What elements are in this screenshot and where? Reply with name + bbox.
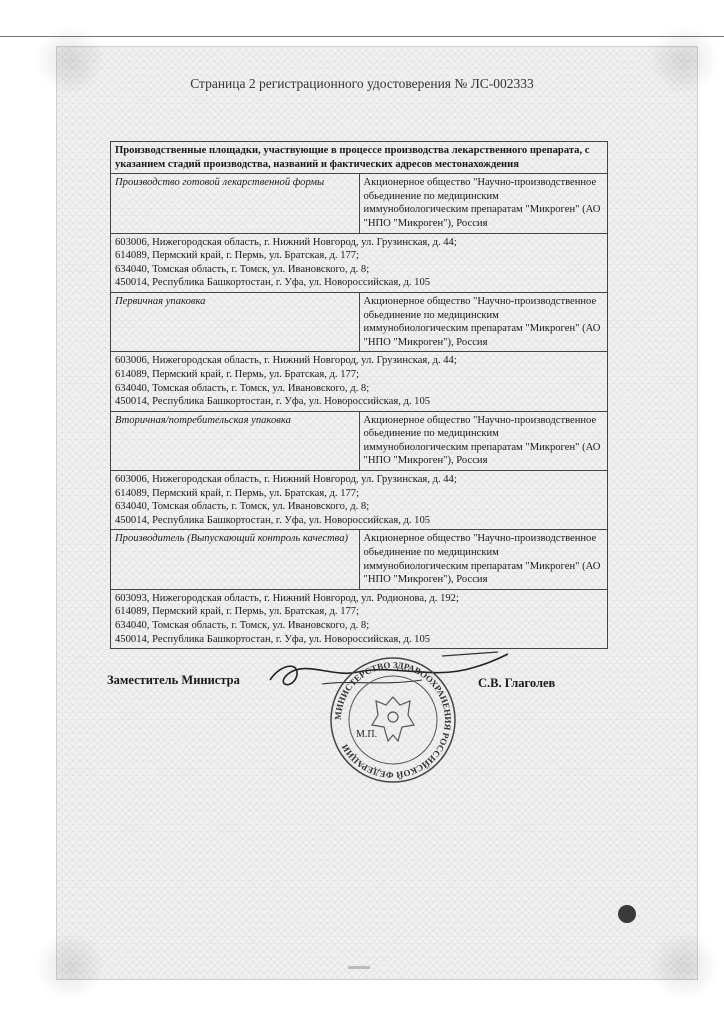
site-addresses (111, 233, 608, 292)
manufacturer-name: Акционерное общество "Научно-производственное обьединение по медицинским иммунобиологическим препаратам "Микроген" (АО "НПО "Микроген"), Россия (359, 411, 608, 470)
manufacturer-name: Акционерное общество "Научно-производственное обьединение по медицинским иммунобиологическим препаратам "Микроген" (АО "НПО "Микроген"), Россия (359, 292, 608, 351)
manufacturer-name: Акционерное общество "Научно-производственное обьединение по медицинским иммунобиологическим препаратам "Микроген" (АО "НПО "Микроген"), Россия (359, 174, 608, 233)
site-address: 614089, Пермский край, г. Пермь, ул. Братская, д. 177; (115, 606, 360, 618)
site-address: 614089, Пермский край, г. Пермь, ул. Братская, д. 177; (115, 368, 360, 380)
site-address: 634040, Томская область, г. Томск, ул. Ивановского, д. 8; (115, 620, 370, 631)
corner-smudge (649, 931, 719, 1001)
site-address: 634040, Томская область, г. Томск, ул. Ивановского, д. 8; (115, 382, 370, 394)
production-stage: Первичная упаковка (111, 292, 360, 351)
stage-row (111, 411, 608, 470)
site-address: 634040, Томская область, г. Томск, ул. Ивановского, д. 8; (115, 501, 370, 513)
stage-row (111, 292, 608, 351)
site-address: 603006, Нижегородская область, г. Нижний Новгород, ул. Грузинская, д. 44; (115, 355, 457, 367)
production-stage: Вторичная/потребительская упаковка (111, 411, 360, 470)
production-stage: Производитель (Выпускающий контроль качества) (111, 530, 360, 589)
page-title: Страница 2 регистрационного удостоверения № ЛС-002333 (190, 76, 534, 91)
address-row (111, 471, 608, 530)
stage-row (111, 174, 608, 233)
address-row (111, 352, 608, 411)
site-addresses (111, 471, 608, 530)
site-address: 603093, Нижегородская область, г. Нижний Новгород, ул. Родионова, д. 192; (115, 592, 459, 604)
hole-punch-mark (618, 905, 636, 923)
seal-text: МИНИСТЕРСТВО ЗДРАВООХРАНЕНИЯ РОССИЙСКОЙ ФЕДЕРАЦИИ (332, 659, 454, 781)
site-address: 450014, Республика Башкортостан, г. Уфа, ул. Новороссийская, д. 105 (115, 514, 431, 526)
eagle-emblem (372, 697, 414, 741)
address-row (111, 589, 608, 648)
signer-role: Заместитель Министра (107, 673, 240, 687)
official-seal (328, 655, 458, 785)
top-rule (0, 36, 724, 37)
production-sites-table (110, 141, 608, 649)
site-address: 603006, Нижегородская область, г. Нижний Новгород, ул. Грузинская, д. 44; (115, 474, 457, 486)
table-header-row (111, 142, 608, 174)
site-address: 450014, Республика Башкортостан, г. Уфа, ул. Новороссийская, д. 105 (115, 277, 431, 289)
site-address: 450014, Республика Башкортостан, г. Уфа, ул. Новороссийская, д. 105 (115, 633, 431, 645)
site-addresses (111, 589, 608, 648)
scan-artifact (348, 966, 370, 969)
signer-name: С.В. Глаголев (478, 676, 556, 690)
site-address: 450014, Республика Башкортостан, г. Уфа, ул. Новороссийская, д. 105 (115, 396, 431, 408)
site-address: 603006, Нижегородская область, г. Нижний Новгород, ул. Грузинская, д. 44; (115, 236, 457, 248)
corner-smudge (35, 931, 105, 1001)
site-address: 614089, Пермский край, г. Пермь, ул. Братская, д. 177; (115, 250, 360, 262)
production-stage: Производство готовой лекарственной формы (111, 174, 360, 233)
stage-row (111, 530, 608, 589)
site-addresses (111, 352, 608, 411)
site-address: 634040, Томская область, г. Томск, ул. Ивановского, д. 8; (115, 263, 370, 275)
table-header: Производственные площадки, участвующие в процессе производства лекарственного препарата, с указанием стадий производства, названий и фактических адресов местонахождения (111, 142, 608, 174)
site-address: 614089, Пермский край, г. Пермь, ул. Братская, д. 177; (115, 487, 360, 499)
manufacturer-name: Акционерное общество "Научно-производственное обьединение по медицинским иммунобиологическим препаратам "Микроген" (АО "НПО "Микроген"), Россия (359, 530, 608, 589)
address-row (111, 233, 608, 292)
seal-mark: М.П. (356, 729, 378, 740)
